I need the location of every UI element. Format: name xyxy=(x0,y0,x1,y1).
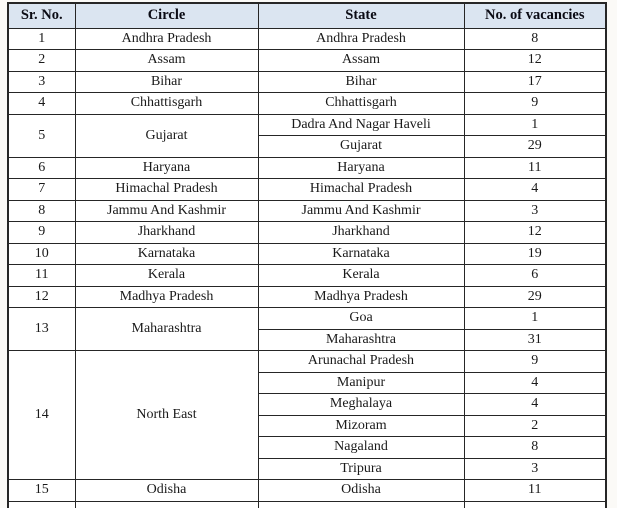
circle-cell: Chhattisgarh xyxy=(75,93,258,115)
table-row xyxy=(8,28,606,50)
vacancies-cell: 29 xyxy=(464,136,606,158)
sr-no-cell: 1 xyxy=(8,28,75,50)
state-cell: Gujarat xyxy=(258,136,464,158)
vacancies-cell: 12 xyxy=(464,222,606,244)
vacancy-table-body xyxy=(8,28,606,508)
header-cell-sr-no: Sr. No. xyxy=(8,3,75,28)
vacancies-cell: 2 xyxy=(464,415,606,437)
circle-cell xyxy=(75,501,258,508)
circle-cell: Odisha xyxy=(75,480,258,502)
sr-no-cell: 12 xyxy=(8,286,75,308)
table-row xyxy=(8,114,606,136)
circle-cell: Maharashtra xyxy=(75,308,258,351)
state-cell: Andhra Pradesh xyxy=(258,28,464,50)
header-cell-state: State xyxy=(258,3,464,28)
sr-no-cell: 8 xyxy=(8,200,75,222)
vacancies-cell: 9 xyxy=(464,93,606,115)
state-cell: Maharashtra xyxy=(258,329,464,351)
vacancies-cell: 6 xyxy=(464,265,606,287)
state-cell: Chhattisgarh xyxy=(258,93,464,115)
sr-no-cell: 5 xyxy=(8,114,75,157)
circle-cell: Himachal Pradesh xyxy=(75,179,258,201)
sr-no-cell: 7 xyxy=(8,179,75,201)
state-cell xyxy=(258,501,464,508)
circle-cell: Haryana xyxy=(75,157,258,179)
circle-cell: Assam xyxy=(75,50,258,72)
state-cell: Manipur xyxy=(258,372,464,394)
table-row xyxy=(8,308,606,330)
vacancy-table xyxy=(7,2,607,508)
state-cell: Tripura xyxy=(258,458,464,480)
table-row xyxy=(8,480,606,502)
table-header-row xyxy=(8,3,606,28)
table-row xyxy=(8,200,606,222)
header-cell-vacancies: No. of vacancies xyxy=(464,3,606,28)
circle-cell: Jharkhand xyxy=(75,222,258,244)
sr-no-cell: 14 xyxy=(8,351,75,480)
table-row xyxy=(8,222,606,244)
table-row xyxy=(8,50,606,72)
table-row xyxy=(8,71,606,93)
circle-cell: Bihar xyxy=(75,71,258,93)
state-cell: Meghalaya xyxy=(258,394,464,416)
vacancies-cell: 11 xyxy=(464,480,606,502)
vacancies-cell: 12 xyxy=(464,50,606,72)
vacancies-cell: 11 xyxy=(464,157,606,179)
state-cell: Mizoram xyxy=(258,415,464,437)
header-cell-circle: Circle xyxy=(75,3,258,28)
vacancies-cell: 3 xyxy=(464,200,606,222)
state-cell: Himachal Pradesh xyxy=(258,179,464,201)
state-cell: Odisha xyxy=(258,480,464,502)
state-cell: Jharkhand xyxy=(258,222,464,244)
sr-no-cell: 13 xyxy=(8,308,75,351)
state-cell: Nagaland xyxy=(258,437,464,459)
state-cell: Haryana xyxy=(258,157,464,179)
vacancies-cell: 31 xyxy=(464,329,606,351)
vacancies-cell: 3 xyxy=(464,458,606,480)
table-row xyxy=(8,179,606,201)
state-cell: Jammu And Kashmir xyxy=(258,200,464,222)
vacancies-cell xyxy=(464,501,606,508)
circle-cell: Jammu And Kashmir xyxy=(75,200,258,222)
state-cell: Madhya Pradesh xyxy=(258,286,464,308)
sr-no-cell: 10 xyxy=(8,243,75,265)
state-cell: Karnataka xyxy=(258,243,464,265)
sr-no-cell: 11 xyxy=(8,265,75,287)
vacancies-cell: 17 xyxy=(464,71,606,93)
state-cell: Kerala xyxy=(258,265,464,287)
table-row xyxy=(8,243,606,265)
sr-no-cell: 6 xyxy=(8,157,75,179)
vacancies-cell: 4 xyxy=(464,372,606,394)
vacancies-cell: 1 xyxy=(464,114,606,136)
sr-no-cell: 3 xyxy=(8,71,75,93)
state-cell: Dadra And Nagar Haveli xyxy=(258,114,464,136)
state-cell: Goa xyxy=(258,308,464,330)
sr-no-cell: 4 xyxy=(8,93,75,115)
sr-no-cell: 2 xyxy=(8,50,75,72)
vacancies-cell: 8 xyxy=(464,28,606,50)
table-row xyxy=(8,157,606,179)
circle-cell: Madhya Pradesh xyxy=(75,286,258,308)
sr-no-cell: 9 xyxy=(8,222,75,244)
table-row xyxy=(8,351,606,373)
table-row xyxy=(8,265,606,287)
vacancies-cell: 1 xyxy=(464,308,606,330)
circle-cell: Kerala xyxy=(75,265,258,287)
vacancies-cell: 29 xyxy=(464,286,606,308)
sr-no-cell: 15 xyxy=(8,480,75,502)
circle-cell: Andhra Pradesh xyxy=(75,28,258,50)
table-row xyxy=(8,501,606,508)
state-cell: Bihar xyxy=(258,71,464,93)
vacancies-cell: 19 xyxy=(464,243,606,265)
table-row xyxy=(8,93,606,115)
circle-cell: Gujarat xyxy=(75,114,258,157)
table-row xyxy=(8,286,606,308)
state-cell: Arunachal Pradesh xyxy=(258,351,464,373)
circle-cell: North East xyxy=(75,351,258,480)
vacancies-cell: 4 xyxy=(464,394,606,416)
state-cell: Assam xyxy=(258,50,464,72)
vacancies-cell: 9 xyxy=(464,351,606,373)
vacancies-cell: 4 xyxy=(464,179,606,201)
vacancies-cell: 8 xyxy=(464,437,606,459)
circle-cell: Karnataka xyxy=(75,243,258,265)
sr-no-cell xyxy=(8,501,75,508)
